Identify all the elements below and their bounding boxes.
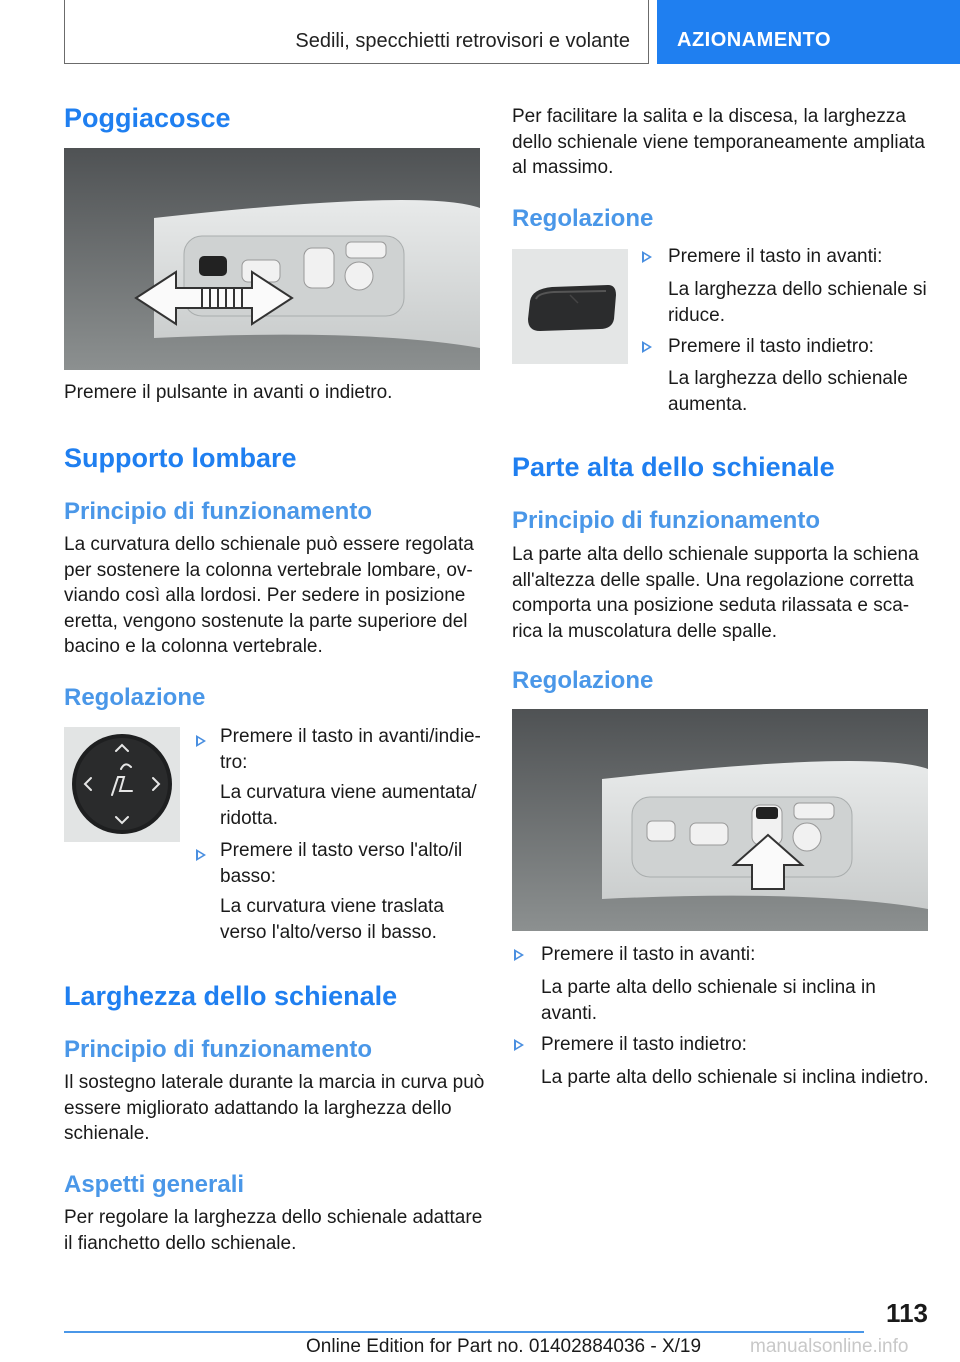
bullet-larghezza-2-result-line-1: La larghezza dello schienale <box>668 368 908 389</box>
header-chapter-title: AZIONAMENTO <box>677 29 832 51</box>
footer-edition: Online Edition for Part no. 01402884036 - X/19 <box>306 1336 702 1357</box>
header-section-box <box>64 0 649 64</box>
paragraph-alta-line-4: rica la muscolatura delle spalle. <box>512 620 778 642</box>
header-section-title: Sedili, specchietti retrovisori e volante <box>295 30 630 52</box>
paragraph-larghezza-line-3: schienale. <box>64 1123 150 1144</box>
bullet-lombare-1-result-line-1: La curvatura viene aumentata/ <box>220 782 477 803</box>
paragraph-lombare-line-5: bacino e la colonna vertebrale. <box>64 636 323 657</box>
subheading-principio-larghezza: Principio di funzionamento <box>64 1036 372 1063</box>
bullet-triangle-icon <box>642 341 652 353</box>
paragraph-intro-line-2: dello schienale viene temporaneamente ampliata <box>512 131 925 153</box>
bullet-alta-2-result: La parte alta dello schienale si inclina indietro. <box>541 1067 929 1088</box>
subheading-aspetti-generali: Aspetti generali <box>64 1171 245 1198</box>
paragraph-larghezza-line-1: Il sostegno laterale durante la marcia in curva può <box>64 1072 485 1093</box>
bullet-larghezza-1: Premere il tasto in avanti: <box>668 246 883 267</box>
subheading-regolazione-larghezza: Regolazione <box>512 205 654 232</box>
caption-poggiacosce: Premere il pulsante in avanti o indietro. <box>64 382 393 403</box>
bullet-lombare-1-line-2: tro: <box>220 751 248 773</box>
heading-supporto-lombare: Supporto lombare <box>64 443 297 473</box>
header-chapter-box <box>657 0 960 64</box>
bullet-larghezza-1-result-line-1: La larghezza dello schienale si <box>668 279 927 300</box>
paragraph-alta-line-3: comporta una posizione seduta rilassata e sca- <box>512 595 910 616</box>
page-number: 113 <box>886 1298 928 1328</box>
bullet-alta-1-result-line-1: La parte alta dello schienale si inclina in <box>541 977 876 998</box>
lumbar-control-image <box>64 727 180 842</box>
bullet-triangle-icon <box>196 735 206 747</box>
paragraph-alta-line-1: La parte alta dello schienale supporta la schiena <box>512 544 919 565</box>
paragraph-aspetti-line-1: Per regolare la larghezza dello schienale adattare <box>64 1207 483 1228</box>
footer-watermark-logo: manualsonline.info <box>750 1336 909 1357</box>
bullet-larghezza-1-result-line-2: riduce. <box>668 304 726 326</box>
bullet-lombare-1-line-1: Premere il tasto in avanti/indie- <box>220 726 481 747</box>
bullet-lombare-2-result-line-2: verso l'alto/verso il basso. <box>220 921 437 943</box>
subheading-regolazione-lombare: Regolazione <box>64 684 206 711</box>
heading-larghezza-schienale: Larghezza dello schienale <box>64 981 398 1011</box>
heading-poggiacosce: Poggiacosce <box>64 103 231 133</box>
bullet-larghezza-2: Premere il tasto indietro: <box>668 336 874 357</box>
bullet-triangle-icon <box>514 949 524 961</box>
paragraph-alta-line-2: all'altezza delle spalle. Una regolazione corretta <box>512 569 914 591</box>
paragraph-lombare-line-1: La curvatura dello schienale può essere regolata <box>64 534 474 555</box>
bullet-alta-2: Premere il tasto indietro: <box>541 1034 747 1055</box>
seat-controls-image-upper-backrest <box>512 709 928 931</box>
footer-divider <box>64 1331 864 1333</box>
bullet-triangle-icon <box>514 1039 524 1051</box>
bullet-lombare-2-result-line-1: La curvatura viene traslata <box>220 896 444 917</box>
subheading-principio-lombare: Principio di funzionamento <box>64 498 372 525</box>
seat-controls-image-thigh <box>64 148 480 370</box>
bullet-lombare-1-result-line-2: ridotta. <box>220 807 279 829</box>
bullet-lombare-2-line-1: Premere il tasto verso l'alto/il <box>220 840 463 861</box>
bullet-triangle-icon <box>196 849 206 861</box>
subheading-principio-alta: Principio di funzionamento <box>512 507 820 534</box>
bullet-triangle-icon <box>642 251 652 263</box>
paragraph-lombare-line-2: per sostenere la colonna vertebrale lombare, ov- <box>64 559 473 581</box>
bullet-alta-1-result-line-2: avanti. <box>541 1002 597 1024</box>
paragraph-intro-line-3: al massimo. <box>512 157 614 178</box>
paragraph-aspetti-line-2: il fianchetto dello schienale. <box>64 1232 297 1254</box>
paragraph-intro-line-1: Per facilitare la salita e la discesa, la larghezza <box>512 106 906 127</box>
paragraph-larghezza-line-2: essere migliorato adattando la larghezza dello <box>64 1097 452 1119</box>
width-control-image <box>512 249 628 364</box>
bullet-lombare-2-line-2: basso: <box>220 865 276 887</box>
bullet-alta-1: Premere il tasto in avanti: <box>541 944 756 965</box>
bullet-larghezza-2-result-line-2: aumenta. <box>668 393 748 415</box>
paragraph-lombare-line-4: eretta, vengono sostenute la parte superiore del <box>64 610 468 632</box>
paragraph-lombare-line-3: viando così alla lordosi. Per sedere in posizione <box>64 585 466 606</box>
heading-parte-alta-schienale: Parte alta dello schienale <box>512 452 835 482</box>
subheading-regolazione-alta: Regolazione <box>512 667 654 694</box>
